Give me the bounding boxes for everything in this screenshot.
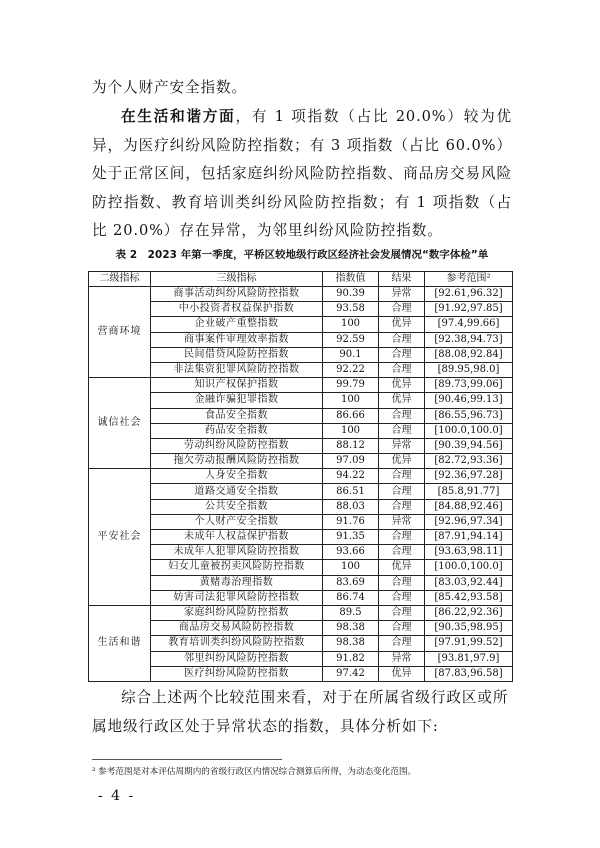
reference-range-cell: [85.8,91.77] <box>425 484 513 499</box>
level3-indicator-cell: 企业破产重整指数 <box>151 317 323 332</box>
index-value-cell: 88.12 <box>323 438 379 453</box>
reference-range-cell: [87.83,96.58] <box>425 666 513 681</box>
result-cell: 合理 <box>379 499 425 514</box>
level3-indicator-cell: 药品安全指数 <box>151 423 323 438</box>
index-value-cell: 98.38 <box>323 621 379 636</box>
result-cell: 合理 <box>379 636 425 651</box>
index-value-cell: 91.76 <box>323 514 379 529</box>
reference-range-cell: [92.38,94.73] <box>425 332 513 347</box>
result-cell: 异常 <box>379 438 425 453</box>
table-row <box>89 666 513 681</box>
level3-indicator-cell: 妨害司法犯罪风险防控指数 <box>151 590 323 605</box>
level3-indicator-cell: 商事案件审理效率指数 <box>151 332 323 347</box>
index-value-cell: 88.03 <box>323 499 379 514</box>
table-row <box>89 605 513 620</box>
result-cell: 合理 <box>379 362 425 377</box>
index-value-cell: 86.74 <box>323 590 379 605</box>
result-cell: 合理 <box>379 332 425 347</box>
page-number: - 4 - <box>98 788 136 804</box>
result-cell: 合理 <box>379 408 425 423</box>
index-value-cell: 92.59 <box>323 332 379 347</box>
index-value-cell: 86.66 <box>323 408 379 423</box>
level3-indicator-cell: 商品房交易风险防控指数 <box>151 621 323 636</box>
table-row <box>89 347 513 362</box>
data-table <box>88 271 513 682</box>
table-row <box>89 469 513 484</box>
level3-indicator-cell: 民间借贷风险防控指数 <box>151 347 323 362</box>
reference-range-cell: [82.72,93.36] <box>425 454 513 469</box>
footnote-divider <box>92 759 282 760</box>
level3-indicator-cell: 人身安全指数 <box>151 469 323 484</box>
header-cell: 三级指标 <box>151 272 323 287</box>
level2-indicator-cell: 诚信社会 <box>89 378 151 469</box>
level3-indicator-cell: 拖欠劳动报酬风险防控指数 <box>151 454 323 469</box>
index-value-cell: 100 <box>323 317 379 332</box>
reference-range-cell: [90.46,99.13] <box>425 393 513 408</box>
reference-range-cell: [91.92,97.85] <box>425 302 513 317</box>
table-row <box>89 362 513 377</box>
header-cell: 指数值 <box>323 272 379 287</box>
result-cell: 优异 <box>379 454 425 469</box>
table-row <box>89 378 513 393</box>
level3-indicator-cell: 知识产权保护指数 <box>151 378 323 393</box>
level3-indicator-cell: 劳动纠纷风险防控指数 <box>151 438 323 453</box>
reference-range-cell: [86.55,96.73] <box>425 408 513 423</box>
table-row <box>89 302 513 317</box>
result-cell: 合理 <box>379 530 425 545</box>
result-cell: 合理 <box>379 347 425 362</box>
header-cell: 参考范围² <box>425 272 513 287</box>
table-row <box>89 530 513 545</box>
table-header-row <box>89 272 513 287</box>
result-cell: 优异 <box>379 378 425 393</box>
index-value-cell: 94.22 <box>323 469 379 484</box>
reference-range-cell: [86.22,92.36] <box>425 605 513 620</box>
level2-indicator-cell: 生活和谐 <box>89 605 151 681</box>
reference-range-cell: [97.91,99.52] <box>425 636 513 651</box>
reference-range-cell: [100.0,100.0] <box>425 560 513 575</box>
result-cell: 合理 <box>379 590 425 605</box>
table-row <box>89 438 513 453</box>
index-value-cell: 93.58 <box>323 302 379 317</box>
result-cell: 异常 <box>379 514 425 529</box>
reference-range-cell: [89.73,99.06] <box>425 378 513 393</box>
result-cell: 优异 <box>379 560 425 575</box>
paragraph-life-harmony <box>92 103 512 246</box>
reference-range-cell: [87.91,94.14] <box>425 530 513 545</box>
paragraph-intro: 为个人财产安全指数。 <box>92 79 247 96</box>
index-value-cell: 90.1 <box>323 347 379 362</box>
reference-range-cell: [92.96,97.34] <box>425 514 513 529</box>
level3-indicator-cell: 金融诈骗犯罪指数 <box>151 393 323 408</box>
level3-indicator-cell: 食品安全指数 <box>151 408 323 423</box>
index-value-cell: 97.09 <box>323 454 379 469</box>
reference-range-cell: [83.03,92.44] <box>425 575 513 590</box>
level2-indicator-cell: 营商环境 <box>89 287 151 378</box>
level3-indicator-cell: 未成年人犯罪风险防控指数 <box>151 545 323 560</box>
table-row <box>89 484 513 499</box>
table-row <box>89 545 513 560</box>
level3-indicator-cell: 医疗纠纷风险防控指数 <box>151 666 323 681</box>
index-value-cell: 97.42 <box>323 666 379 681</box>
result-cell: 异常 <box>379 651 425 666</box>
reference-range-cell: [97.4,99.66] <box>425 317 513 332</box>
table-row <box>89 499 513 514</box>
level3-indicator-cell: 非法集资犯罪风险防控指数 <box>151 362 323 377</box>
reference-range-cell: [85.42,93.58] <box>425 590 513 605</box>
result-cell: 优异 <box>379 393 425 408</box>
table-caption: 表 2 2023 年第一季度，平桥区较地级行政区经济社会发展情况“数字体检”单 <box>115 249 489 261</box>
table-row <box>89 393 513 408</box>
table-row <box>89 651 513 666</box>
result-cell: 合理 <box>379 423 425 438</box>
table-row <box>89 408 513 423</box>
table-row <box>89 590 513 605</box>
index-value-cell: 99.79 <box>323 378 379 393</box>
level3-indicator-cell: 未成年人权益保护指数 <box>151 530 323 545</box>
index-value-cell: 89.5 <box>323 605 379 620</box>
reference-range-cell: [92.36,97.28] <box>425 469 513 484</box>
index-value-cell: 100 <box>323 423 379 438</box>
index-value-cell: 91.82 <box>323 651 379 666</box>
index-value-cell: 93.66 <box>323 545 379 560</box>
level3-indicator-cell: 道路交通安全指数 <box>151 484 323 499</box>
level3-indicator-cell: 教育培训类纠纷风险防控指数 <box>151 636 323 651</box>
table-row <box>89 575 513 590</box>
level2-indicator-cell: 平安社会 <box>89 469 151 606</box>
paragraph-lead: 在生活和谐方面 <box>121 108 236 125</box>
result-cell: 合理 <box>379 605 425 620</box>
index-value-cell: 100 <box>323 560 379 575</box>
footnote: ² 参考范围是对本评估周期内的省级行政区内情况综合测算后所得，为动态变化范围。 <box>92 767 417 777</box>
reference-range-cell: [92.61,96.32] <box>425 287 513 302</box>
index-value-cell: 83.69 <box>323 575 379 590</box>
index-value-cell: 86.51 <box>323 484 379 499</box>
index-value-cell: 98.38 <box>323 636 379 651</box>
header-cell: 二级指标 <box>89 272 151 287</box>
result-cell: 优异 <box>379 317 425 332</box>
index-value-cell: 100 <box>323 393 379 408</box>
level3-indicator-cell: 个人财产安全指数 <box>151 514 323 529</box>
table-row <box>89 317 513 332</box>
paragraph-summary: 综合上述两个比较范围来看，对于在所属省级行政区或所属地级行政区处于异常状态的指数，具体分析如下: <box>92 689 509 735</box>
table-row <box>89 332 513 347</box>
table-row <box>89 560 513 575</box>
reference-range-cell: [100.0,100.0] <box>425 423 513 438</box>
level3-indicator-cell: 商事活动纠纷风险防控指数 <box>151 287 323 302</box>
result-cell: 合理 <box>379 621 425 636</box>
index-value-cell: 92.22 <box>323 362 379 377</box>
result-cell: 合理 <box>379 575 425 590</box>
table-row <box>89 514 513 529</box>
table-row <box>89 423 513 438</box>
level3-indicator-cell: 公共安全指数 <box>151 499 323 514</box>
paragraph-body: ，有 1 项指数（占比 20.0%）较为优异，为医疗纠纷风险防控指数；有 3 项指数（占比 60.0%）处于正常区间，包括家庭纠纷风险防控指数、商品房交易风险防控指数、教育培训类纠纷风险防控指数；有 1 项指数（占比 20.0%）存在异常，为邻里纠纷风险防控指数。 <box>92 108 512 240</box>
result-cell: 合理 <box>379 469 425 484</box>
reference-range-cell: [90.39,94.56] <box>425 438 513 453</box>
header-cell: 结果 <box>379 272 425 287</box>
table-row <box>89 454 513 469</box>
level3-indicator-cell: 邻里纠纷风险防控指数 <box>151 651 323 666</box>
table-row <box>89 621 513 636</box>
level3-indicator-cell: 黄赌毒治理指数 <box>151 575 323 590</box>
reference-range-cell: [84.88,92.46] <box>425 499 513 514</box>
result-cell: 合理 <box>379 302 425 317</box>
reference-range-cell: [89.95,98.0] <box>425 362 513 377</box>
table-row <box>89 636 513 651</box>
result-cell: 异常 <box>379 287 425 302</box>
reference-range-cell: [88.08,92.84] <box>425 347 513 362</box>
result-cell: 合理 <box>379 545 425 560</box>
level3-indicator-cell: 家庭纠纷风险防控指数 <box>151 605 323 620</box>
table-body <box>89 287 513 682</box>
result-cell: 优异 <box>379 666 425 681</box>
reference-range-cell: [93.81,97.9] <box>425 651 513 666</box>
level3-indicator-cell: 妇女儿童被拐卖风险防控指数 <box>151 560 323 575</box>
reference-range-cell: [90.35,98.95] <box>425 621 513 636</box>
index-value-cell: 90.39 <box>323 287 379 302</box>
reference-range-cell: [93.63,98.11] <box>425 545 513 560</box>
index-value-cell: 91.35 <box>323 530 379 545</box>
result-cell: 合理 <box>379 484 425 499</box>
level3-indicator-cell: 中小投资者权益保护指数 <box>151 302 323 317</box>
table-row <box>89 287 513 302</box>
